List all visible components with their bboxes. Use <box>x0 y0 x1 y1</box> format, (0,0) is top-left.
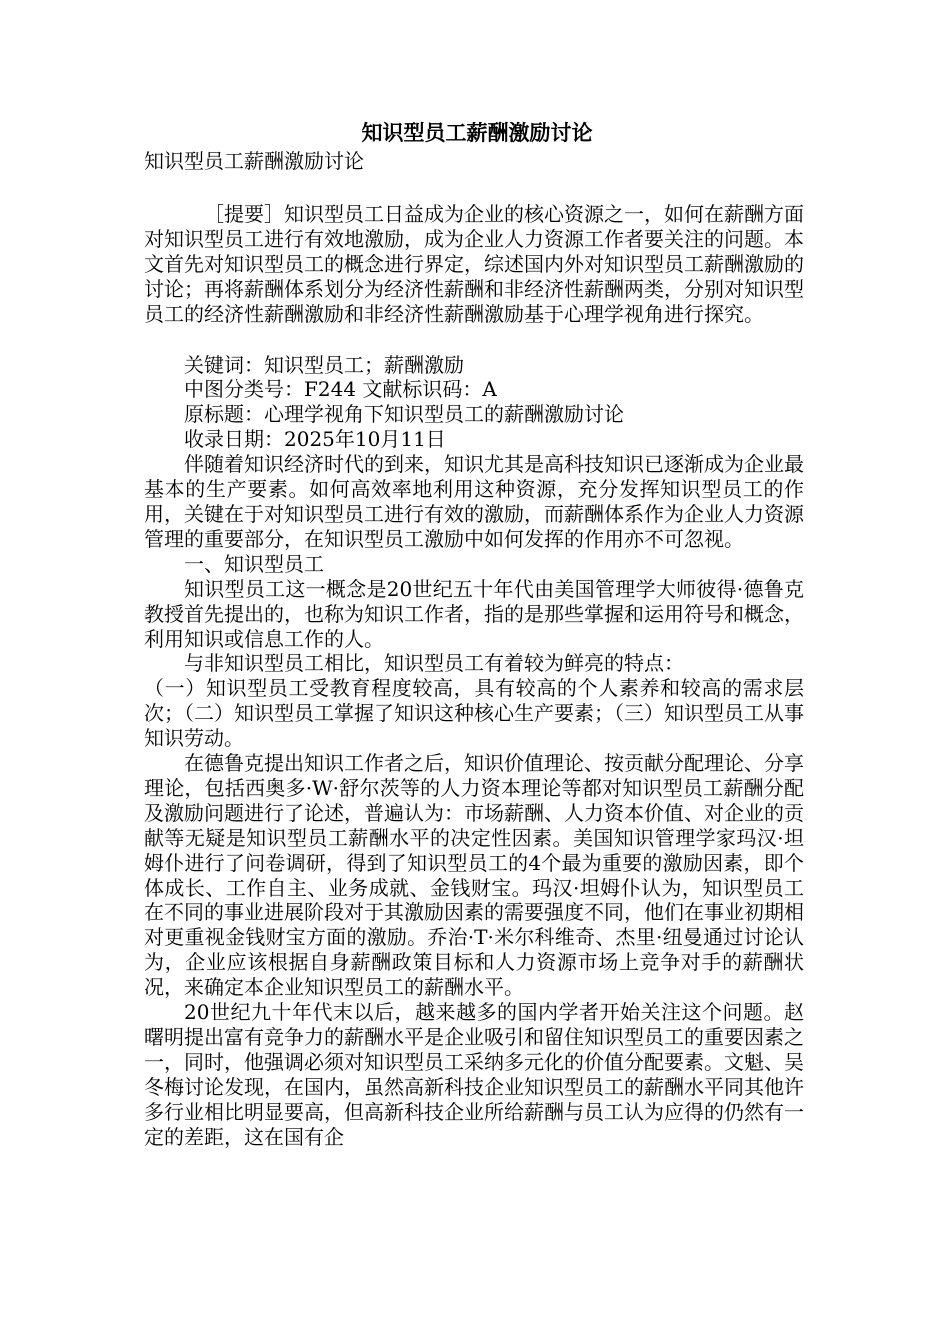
original-title-line: 原标题：心理学视角下知识型员工的薪酬激励讨论 <box>184 402 624 427</box>
body-paragraph: （一）知识型员工受教育程度较高，具有较高的个人素养和较高的需求层次；（二）知识型员工掌握了知识这种核心生产要素；（三）知识型员工从事知识劳动。 <box>144 676 804 751</box>
body-paragraph: 与非知识型员工相比，知识型员工有着较为鲜亮的特点： <box>184 651 684 676</box>
body-paragraph: 在德鲁克提出知识工作者之后，知识价值理论、按贡献分配理论、分享理论，包括西奥多·W·舒尔茨等的人力资本理论等都对知识型员工薪酬分配及激励问题进行了论述，普遍认为：市场薪酬、人力资本价值、对企业的贡献等无疑是知识型员工薪酬水平的决定性因素。美国知识管理学家玛汉·坦姆仆进行了问卷调研，得到了知识型员工的4个最为重要的激励因素，即个体成长、工作自主、业务成就、金钱财宝。玛汉·坦姆仆认为，知识型员工在不同的事业进展阶段对于其激励因素的需要强度不同，他们在事业初期相对更重视金钱财宝方面的激励。乔治·T·米尔科维奇、杰里·纽曼通过讨论认为，企业应该根据自身薪酬政策目标和人力资源市场上竞争对手的薪酬状况，来确定本企业知识型员工的薪酬水平。 <box>144 751 804 1000</box>
abstract-paragraph: ［提要］知识型员工日益成为企业的核心资源之一，如何在薪酬方面对知识型员工进行有效地激励，成为企业人力资源工作者要关注的问题。本文首先对知识型员工的概念进行界定，综述国内外对知识型员工薪酬激励的讨论；再将薪酬体系划分为经济性薪酬和非经济性薪酬两类，分别对知识型员工的经济性薪酬激励和非经济性薪酬激励基于心理学视角进行探究。 <box>144 202 804 326</box>
classification-line: 中图分类号：F244 文献标识码：A <box>184 377 497 402</box>
document-subtitle: 知识型员工薪酬激励讨论 <box>144 149 364 173</box>
body-paragraph: 20世纪九十年代末以后，越来越多的国内学者开始关注这个问题。赵曙明提出富有竞争力的薪酬水平是企业吸引和留住知识型员工的重要因素之一，同时，他强调必须对知识型员工采纳多元化的价值分配要素。文魁、吴冬梅讨论发现，在国内，虽然高新科技企业知识型员工的薪酬水平同其他许多行业相比明显要高，但高新科技企业所给薪酬与员工认为应得的仍然有一定的差距，这在国有企 <box>144 1000 804 1149</box>
keywords-line: 关键词：知识型员工；薪酬激励 <box>184 352 464 377</box>
section-heading: 一、知识型员工 <box>184 551 324 576</box>
document-page <box>144 118 804 1150</box>
received-date-line: 收录日期：2025年10月11日 <box>184 427 446 452</box>
document-title: 知识型员工薪酬激励讨论 <box>361 120 593 145</box>
body-paragraph: 伴随着知识经济时代的到来，知识尤其是高科技知识已逐渐成为企业最基本的生产要素。如何高效率地利用这种资源，充分发挥知识型员工的作用，关键在于对知识型员工进行有效的激励，而薪酬体系作为企业人力资源管理的重要部分，在知识型员工激励中如何发挥的作用亦不可忽视。 <box>144 452 804 551</box>
body-paragraph: 知识型员工这一概念是20世纪五十年代由美国管理学大师彼得·德鲁克教授首先提出的，也称为知识工作者，指的是那些掌握和运用符号和概念，利用知识或信息工作的人。 <box>144 576 804 651</box>
